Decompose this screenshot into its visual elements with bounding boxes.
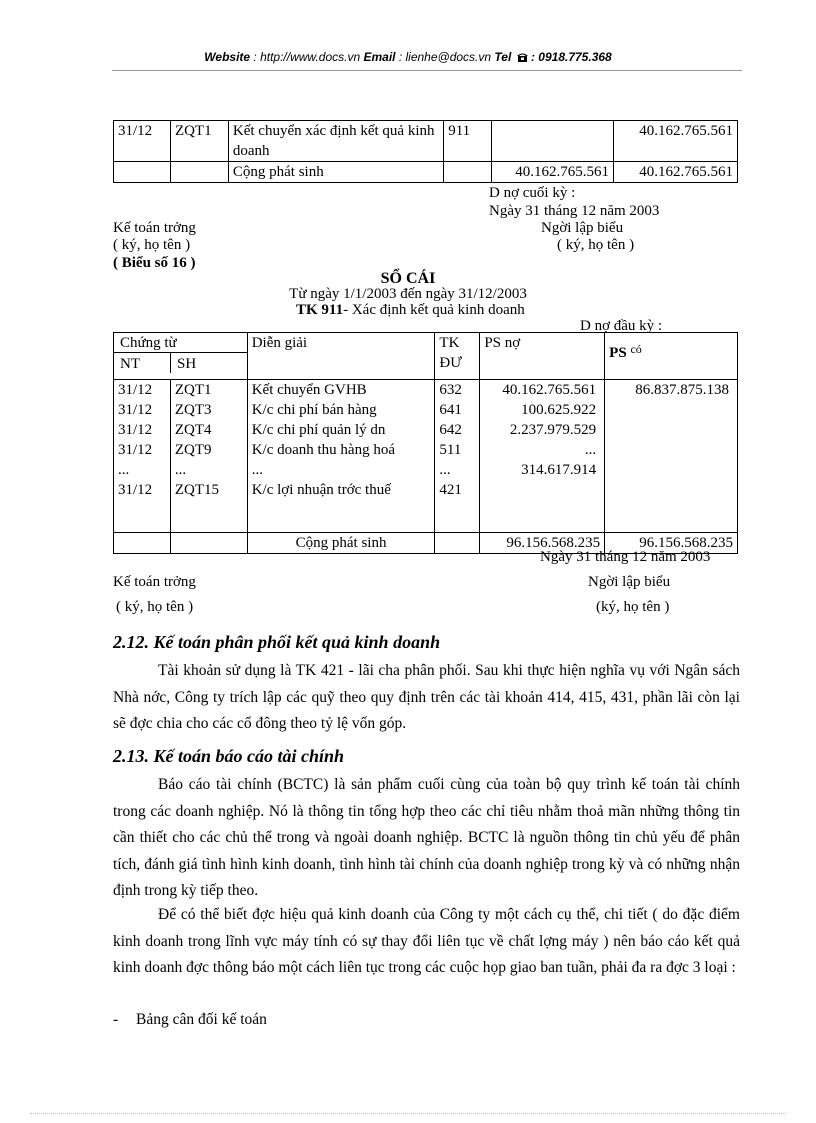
total-label: Cộng phát sinh xyxy=(247,533,435,554)
cell-debit xyxy=(492,121,614,162)
preparer-title-2: Ngời lập biểu xyxy=(588,574,671,590)
ledger-title: SỔ CÁI xyxy=(380,270,436,287)
cell-date xyxy=(114,162,171,183)
date-header: NT xyxy=(114,353,171,373)
phone-icon xyxy=(517,51,528,65)
cell-description: Cộng phát sinh xyxy=(228,162,443,183)
account-column: 632 641 642 511 ... 421 xyxy=(435,380,480,533)
ledger-period: Từ ngày 1/1/2003 đến ngày 31/12/2003 xyxy=(289,286,527,302)
voucher-header xyxy=(114,333,248,380)
list-item xyxy=(113,1007,267,1033)
header-rule xyxy=(112,70,742,71)
list-item-text: Bảng cân đối kế toán xyxy=(136,1011,267,1028)
section-heading-2-12: 2.12. Kế toán phân phối kết quả kinh doanh xyxy=(113,632,441,652)
table-row xyxy=(114,162,738,183)
section-heading-2-13: 2.13. Kế toán báo cáo tài chính xyxy=(113,746,345,766)
signature-date: Ngày 31 tháng 12 năm 2003 xyxy=(489,203,660,219)
section-2-13-paragraph-1: Báo cáo tài chính (BCTC) là sản phẩm cuối cùng của toàn bộ quy trình kế toán tài chính trong các doanh nghiệp. Nó là thông tin tổng hợp theo các chỉ tiêu nhằm thoả mãn những thông tin cần thiết cho các chủ thể trong và ngoài doanh nghiệp. BCTC là nguồn thông tin chủ yếu để phân tích, đánh giá tình hình kinh doanh, tình hình tài chính của doanh nghiệp trong kỳ và có những nhận định trong kỳ tiếp theo. xyxy=(113,776,740,899)
top-ledger-table xyxy=(113,120,738,183)
ledger-header-row xyxy=(114,333,738,380)
preparer-note: ( ký, họ tên ) xyxy=(557,237,635,253)
chief-accountant-note: ( ký, họ tên ) xyxy=(113,237,191,253)
tel-value: : 0918.775.368 xyxy=(527,50,612,64)
page-header xyxy=(0,50,816,65)
total-debit: 96.156.568.235 xyxy=(480,533,605,554)
website-url[interactable]: : http://www.docs.vn xyxy=(250,50,364,64)
cell-debit: 40.162.765.561 xyxy=(492,162,614,183)
date-column: 31/12 31/12 31/12 31/12 ... 31/12 xyxy=(114,380,171,533)
ledger-body-row xyxy=(114,380,738,533)
chief-accountant-title-2: Kế toán trởng xyxy=(113,574,196,590)
email-label: Email xyxy=(363,50,396,64)
cell-credit: 40.162.765.561 xyxy=(614,162,738,183)
tel-label: Tel xyxy=(494,50,512,64)
cell-account xyxy=(444,162,492,183)
website-label: Website xyxy=(204,50,251,64)
chief-accountant-note-2: ( ký, họ tên ) xyxy=(116,599,194,615)
total-credit: 96.156.568.235 xyxy=(605,533,738,554)
cell-credit: 40.162.765.561 xyxy=(614,121,738,162)
section-2-12-paragraph: Tài khoản sử dụng là TK 421 - lãi cha phân phối. Sau khi thực hiện nghĩa vụ với Ngân sách Nhà nớc, Công ty trích lập các quỹ theo quy định trên các tài khoản 414, 415, 431, phần lãi còn lại sẽ đợc chia cho các cổ đông theo tỷ lệ vốn góp. xyxy=(113,662,740,732)
table-row xyxy=(114,121,738,162)
bullet-marker: - xyxy=(113,1011,119,1028)
closing-balance-label: D nợ cuối kỳ : xyxy=(489,185,576,201)
voucher-number-column: ZQT1 ZQT3 ZQT4 ZQT9 ... ZQT15 xyxy=(170,380,247,533)
description-header: Diễn giải xyxy=(247,333,435,380)
account-header: TK ĐƯ xyxy=(435,333,480,380)
account-code: TK 911 xyxy=(296,302,344,318)
cell-description: Kết chuyển xác định kết quả kinh doanh xyxy=(228,121,443,162)
form-label: ( Biểu số 16 ) xyxy=(113,255,196,271)
description-column: Kết chuyển GVHB K/c chi phí bán hàng K/c chi phí quản lý dn K/c doanh thu hàng hoá ... K/c lợi nhuận trớc thuế xyxy=(247,380,435,533)
cell-date: 31/12 xyxy=(114,121,171,162)
preparer-title: Ngời lập biểu xyxy=(541,220,624,236)
email-address[interactable]: : lienhe@docs.vn xyxy=(395,50,495,64)
cell-voucher xyxy=(170,162,228,183)
chief-accountant-title: Kế toán trởng xyxy=(113,220,196,236)
account-name: - Xác định kết quả kinh doanh xyxy=(343,302,525,318)
number-header: SH xyxy=(177,356,197,372)
ledger-account xyxy=(296,301,525,319)
debit-column: 40.162.765.561 100.625.922 2.237.979.529 ... 314.617.914 xyxy=(480,380,605,533)
debit-header: PS nợ xyxy=(480,333,605,380)
opening-balance-label: D nợ đầu kỳ : xyxy=(580,318,663,334)
cell-account: 911 xyxy=(444,121,492,162)
cell-voucher: ZQT1 xyxy=(170,121,228,162)
general-ledger-table xyxy=(113,332,738,554)
section-2-13-paragraph-2: Để có thể biết đợc hiệu quả kinh doanh của Công ty một cách cụ thể, chi tiết ( do đặc điểm kinh doanh trong lĩnh vực máy tính có sự thay đổi liên tục về chất lợng máy ) nên báo cáo kết quả kinh doanh đợc thông báo một cách liên tục trong các cuộc họp giao ban tuần, phải đa ra đợc 3 loại : xyxy=(113,906,740,976)
ledger-signature-date: Ngày 31 tháng 12 năm 2003 xyxy=(540,549,711,565)
credit-column: 86.837.875.138 xyxy=(605,380,738,533)
credit-header: PS $^{có}$ xyxy=(605,333,738,380)
voucher-label: Chứng từ xyxy=(120,335,177,351)
footer-rule xyxy=(30,1113,786,1114)
preparer-note-2: (ký, họ tên ) xyxy=(596,599,670,615)
